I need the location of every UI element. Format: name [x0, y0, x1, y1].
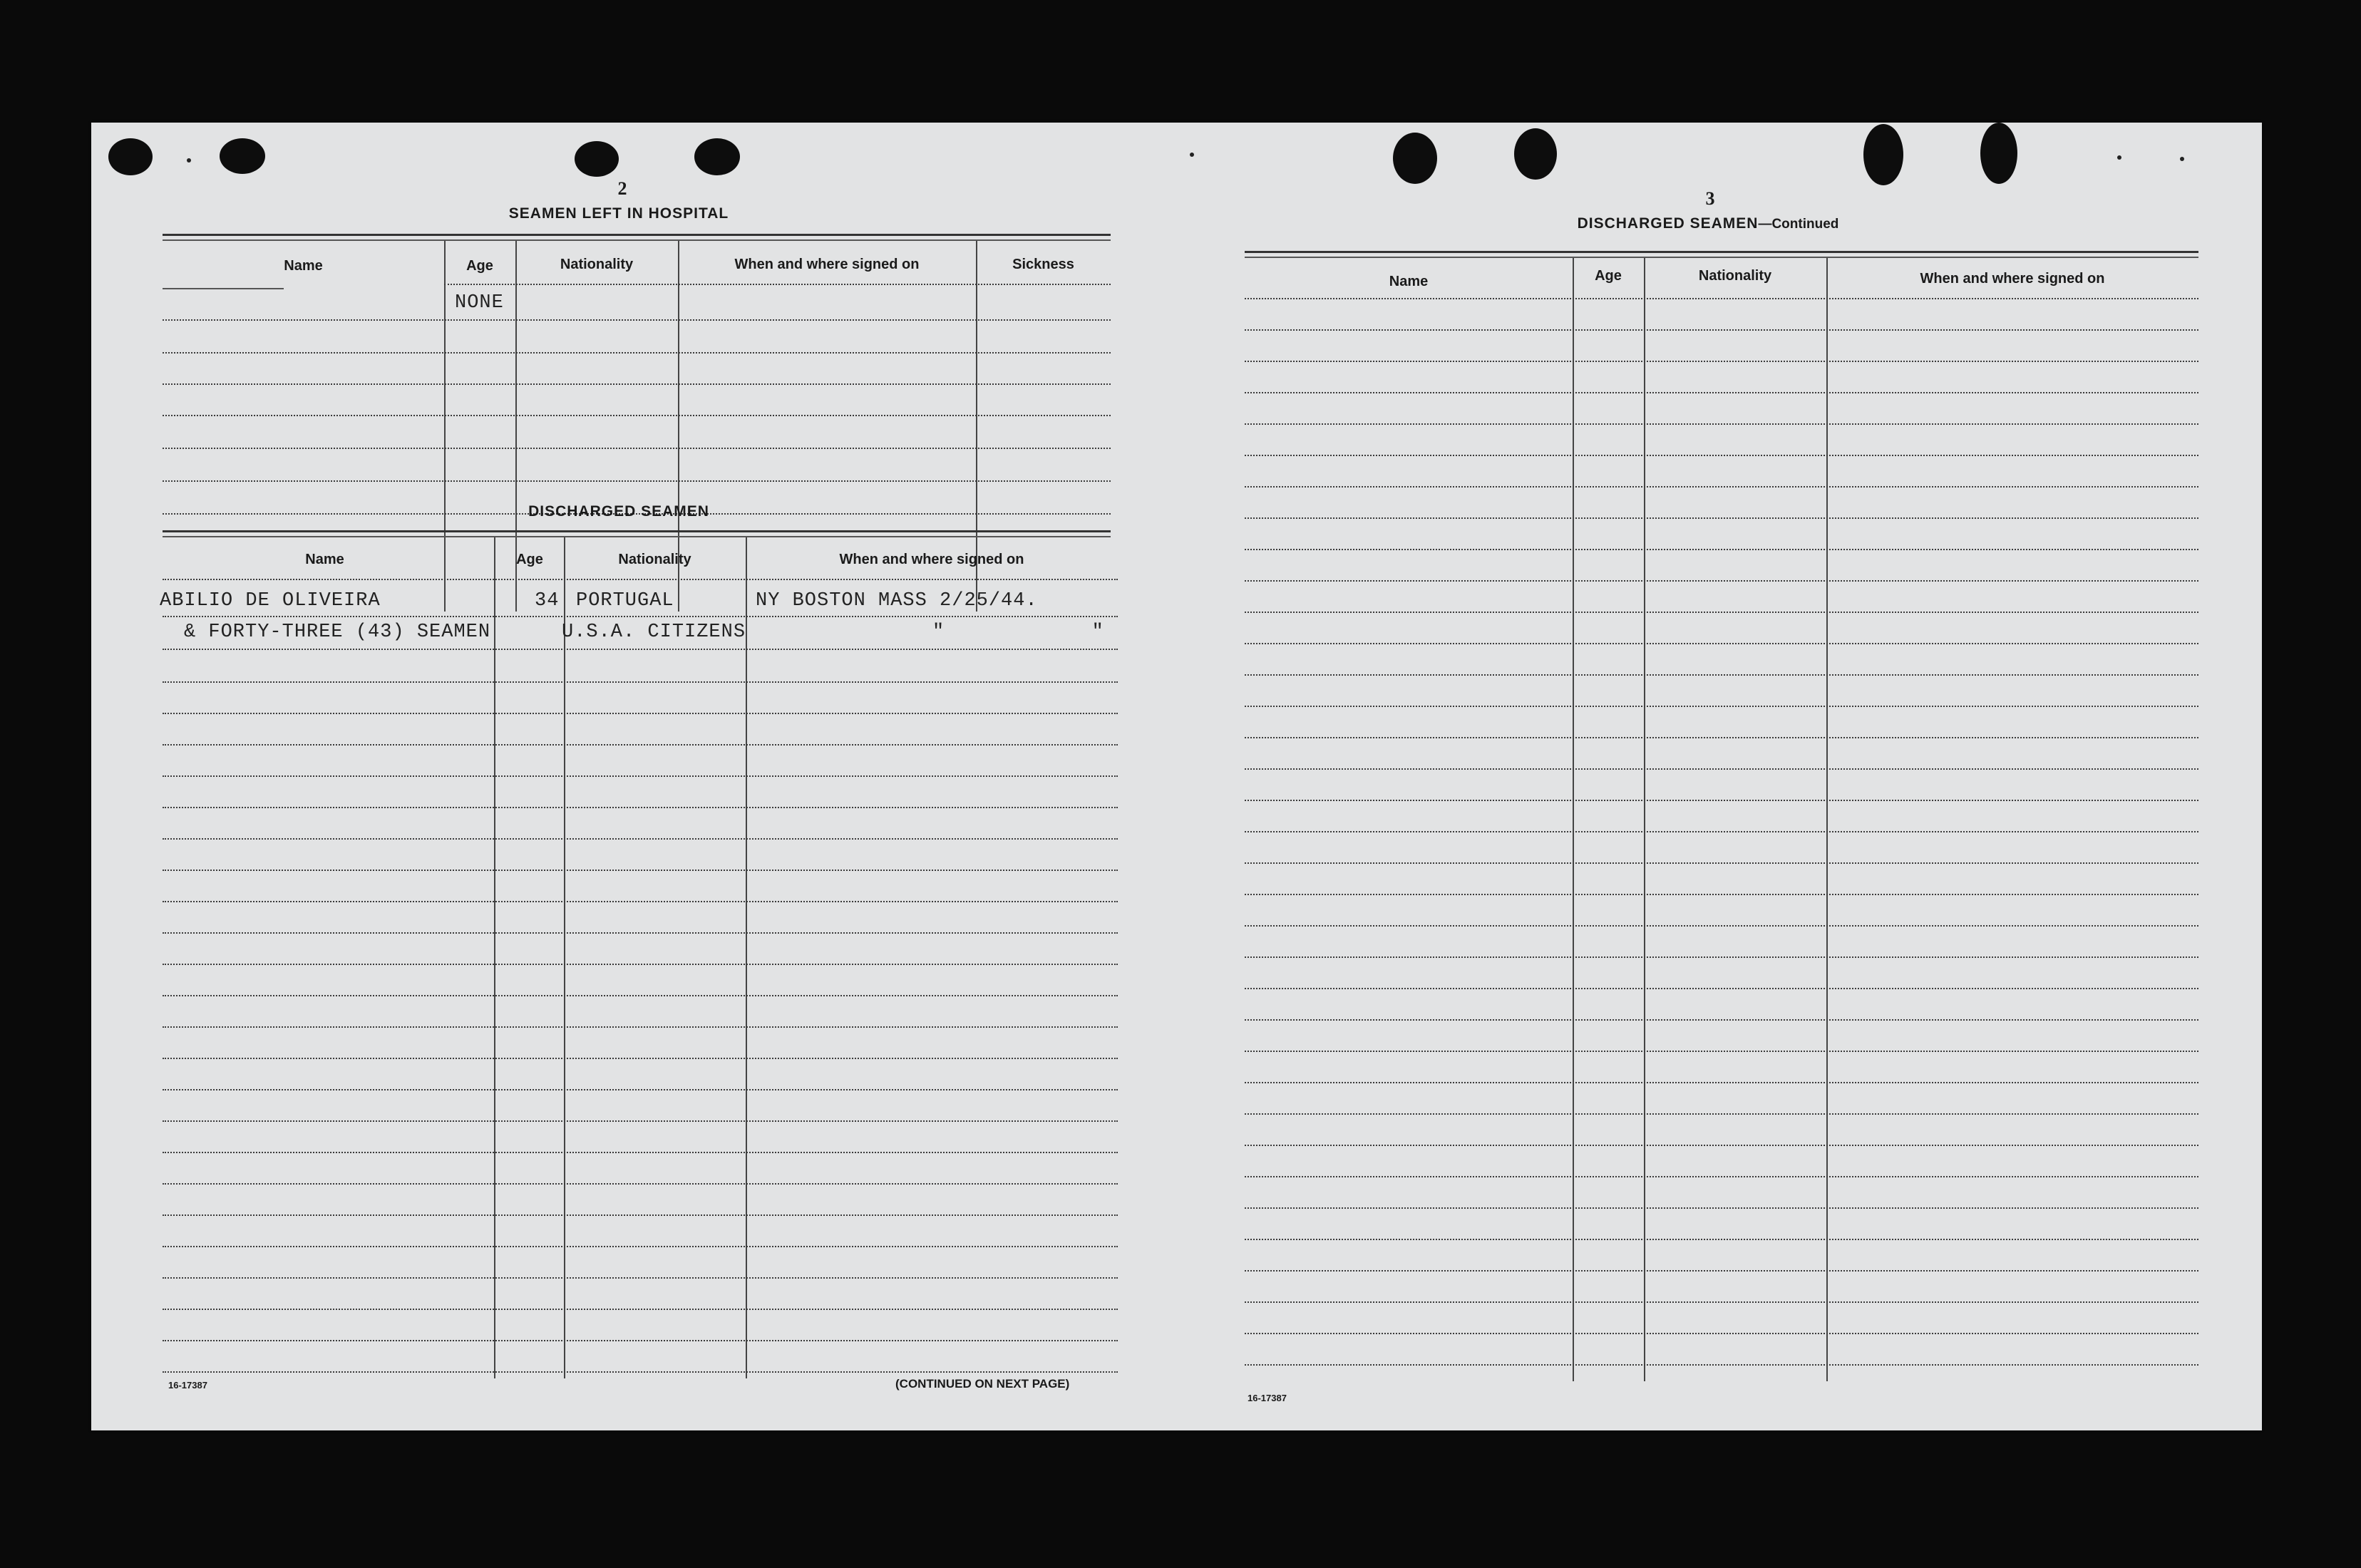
row-line: [163, 480, 1111, 482]
title-main: DISCHARGED SEAMEN: [1577, 215, 1759, 232]
row-line: [163, 383, 1111, 385]
discharged-row-2-nationality: U.S.A. CITIZENS: [562, 621, 746, 643]
row-line: [444, 284, 1111, 285]
form-number: 16-17387: [168, 1380, 207, 1391]
row-line: [163, 1309, 1118, 1310]
column-divider: [746, 537, 747, 1378]
row-line: [163, 616, 1118, 617]
row-line: [163, 870, 1118, 871]
row-line: [1245, 549, 2198, 550]
row-line: [163, 838, 1118, 840]
discharged-row-2-name: & FORTY-THREE (43) SEAMEN: [184, 621, 491, 643]
row-line: [1245, 392, 2198, 393]
row-line: [163, 1058, 1118, 1059]
row-line: [163, 319, 1111, 321]
column-divider: [1826, 258, 1828, 1381]
speck: [1190, 153, 1194, 157]
row-line: [1245, 486, 2198, 488]
speck: [187, 158, 191, 163]
row-line: [1245, 580, 2198, 582]
row-line: [1245, 1051, 2198, 1052]
row-line: [1245, 894, 2198, 895]
column-divider: [1573, 258, 1574, 1381]
row-line: [1245, 455, 2198, 456]
column-header-age: Age: [466, 258, 493, 274]
row-line: [163, 932, 1118, 934]
punch-hole: [1863, 124, 1903, 185]
row-line: [163, 649, 1118, 650]
row-line: [1245, 956, 2198, 958]
row-line: [163, 1246, 1118, 1247]
row-line: [1245, 1239, 2198, 1240]
row-line: [163, 744, 1118, 746]
page-number: 3: [1705, 188, 1715, 209]
discharged-table: [160, 537, 1118, 1378]
hospital-entry-age: NONE: [455, 292, 504, 314]
section-rule: [163, 234, 1111, 236]
row-line: [163, 1089, 1118, 1090]
row-line: [1245, 706, 2198, 707]
punch-hole: [1393, 133, 1437, 184]
row-line: [1245, 1207, 2198, 1209]
column-header-name: Name: [284, 258, 323, 274]
row-line: [1245, 329, 2198, 331]
row-line: [1245, 1145, 2198, 1146]
row-line: [1245, 831, 2198, 832]
speck: [2117, 155, 2121, 160]
row-line: [1245, 1333, 2198, 1334]
row-line: [1245, 768, 2198, 770]
discharged-section-title: DISCHARGED SEAMEN: [528, 503, 709, 520]
discharged-row-2-signed-on: " ": [932, 621, 1104, 643]
title-suffix: —Continued: [1758, 217, 1839, 232]
row-line: [1245, 423, 2198, 425]
form-sheet: [91, 123, 2262, 1430]
row-line: [163, 415, 1111, 416]
row-line: [1245, 862, 2198, 864]
column-header-sickness: Sickness: [1012, 257, 1074, 272]
row-line: [1245, 800, 2198, 801]
punch-hole: [575, 141, 619, 177]
row-line: [163, 352, 1111, 354]
row-line: [1245, 1113, 2198, 1115]
row-line: [163, 1214, 1118, 1216]
row-line: [1245, 674, 2198, 676]
column-header-nationality: Nationality: [618, 552, 691, 567]
discharged-row-1-nationality: PORTUGAL: [576, 590, 674, 612]
discharged-row-1-signed-on: NY BOSTON MASS 2/25/44.: [756, 590, 1038, 612]
column-header-nationality: Nationality: [1698, 268, 1772, 284]
row-line: [1245, 361, 2198, 362]
row-line: [163, 1340, 1118, 1341]
continued-footer: (CONTINUED ON NEXT PAGE): [895, 1377, 1070, 1391]
header-underline: [163, 288, 284, 289]
hospital-section-title: SEAMEN LEFT IN HOSPITAL: [508, 205, 729, 222]
row-line: [1245, 1176, 2198, 1177]
row-line: [1245, 1082, 2198, 1083]
column-header-age: Age: [1595, 268, 1622, 284]
row-line: [163, 579, 1118, 580]
row-line: [1245, 1301, 2198, 1303]
row-line: [163, 1152, 1118, 1153]
column-header-nationality: Nationality: [560, 257, 634, 272]
punch-hole: [1980, 123, 2017, 184]
row-line: [1245, 643, 2198, 644]
row-line: [1245, 737, 2198, 738]
column-divider: [494, 537, 495, 1378]
column-divider: [564, 537, 565, 1378]
row-line: [163, 901, 1118, 902]
section-rule: [163, 530, 1111, 532]
column-header-signed-on: When and where signed on: [1920, 271, 2105, 287]
row-line: [163, 995, 1118, 996]
row-line: [163, 964, 1118, 965]
column-header-signed-on: When and where signed on: [734, 257, 920, 272]
punch-hole: [1514, 128, 1557, 180]
row-line: [1245, 298, 2198, 299]
row-line: [163, 1371, 1118, 1373]
row-line: [1245, 1270, 2198, 1272]
punch-hole: [694, 138, 740, 175]
column-header-name: Name: [1389, 274, 1429, 289]
row-line: [163, 1026, 1118, 1028]
row-line: [163, 681, 1118, 683]
column-header-signed-on: When and where signed on: [839, 552, 1024, 567]
discharged-continued-title: [1245, 215, 2171, 232]
row-line: [163, 1277, 1118, 1279]
punch-hole: [220, 138, 265, 174]
row-line: [163, 1183, 1118, 1185]
row-line: [163, 713, 1118, 714]
row-line: [1245, 925, 2198, 927]
row-line: [163, 775, 1118, 777]
row-line: [163, 448, 1111, 449]
discharged-continued-table: [1245, 258, 2198, 1381]
page-number: 2: [617, 178, 627, 199]
column-header-age: Age: [516, 552, 543, 567]
speck: [2180, 157, 2184, 161]
section-rule: [1245, 251, 2198, 253]
row-line: [1245, 1019, 2198, 1021]
column-divider: [1644, 258, 1645, 1381]
punch-hole: [108, 138, 153, 175]
row-line: [163, 1120, 1118, 1122]
discharged-row-1-age: 34: [535, 590, 560, 612]
row-line: [1245, 1364, 2198, 1366]
row-line: [1245, 517, 2198, 519]
form-number: 16-17387: [1248, 1393, 1287, 1403]
row-line: [163, 807, 1118, 808]
column-header-name: Name: [305, 552, 344, 567]
discharged-row-1-name: ABILIO DE OLIVEIRA: [160, 590, 381, 612]
row-line: [1245, 988, 2198, 989]
row-line: [1245, 612, 2198, 613]
